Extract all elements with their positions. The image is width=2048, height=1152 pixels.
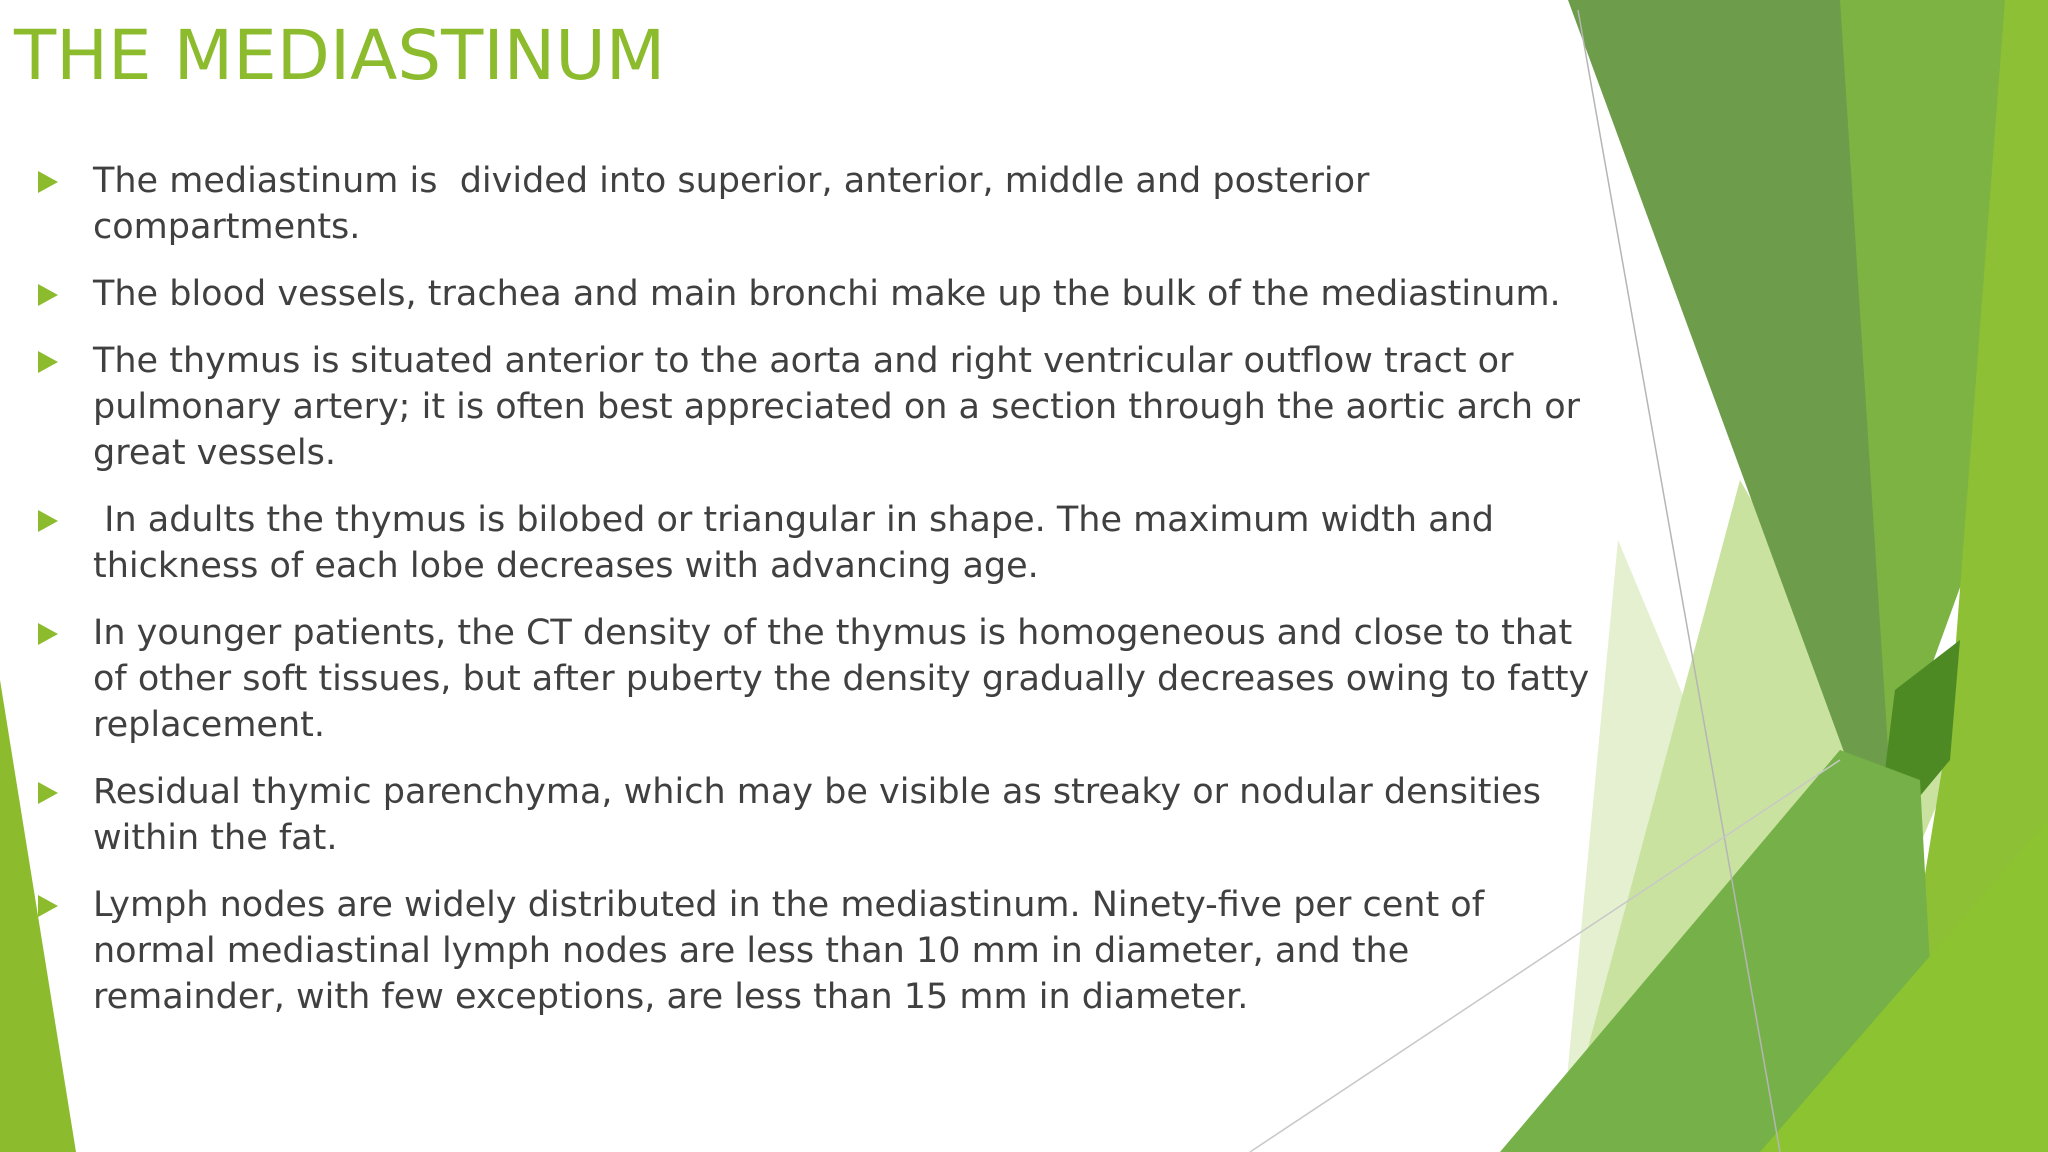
bullet-text: In younger patients, the CT density of the thymus is homogeneous and close to that of other soft tissues, but after puberty the density gradually decreases owing to fatty replacement. xyxy=(93,613,1601,745)
triangle-arrow-icon xyxy=(38,284,58,306)
bullet-text: Residual thymic parenchyma, which may be visible as streaky or nodular densities within the fat. xyxy=(93,772,1553,858)
bullet-item xyxy=(30,769,1610,861)
slide-title: THE MEDIASTINUM xyxy=(14,16,666,96)
bullet-item xyxy=(30,497,1610,589)
bullet-text: The blood vessels, trachea and main bronchi make up the bulk of the mediastinum. xyxy=(93,274,1561,314)
triangle-arrow-icon xyxy=(38,623,58,645)
bullet-text: Lymph nodes are widely distributed in the mediastinum. Ninety-five per cent of normal mediastinal lymph nodes are less than 10 mm in diameter, and the remainder, with few exceptions, are less than 15 mm in diameter. xyxy=(93,885,1496,1017)
triangle-arrow-icon xyxy=(38,782,58,804)
bullet-text: In adults the thymus is bilobed or triangular in shape. The maximum width and thickness of each lobe decreases with advancing age. xyxy=(93,500,1506,586)
bullet-item xyxy=(30,610,1610,748)
bullet-item xyxy=(30,338,1610,476)
bullet-item xyxy=(30,158,1610,250)
triangle-arrow-icon xyxy=(38,351,58,373)
triangle-arrow-icon xyxy=(38,171,58,193)
bullet-text: The thymus is situated anterior to the aorta and right ventricular outflow tract or pulmonary artery; it is often best appreciated on a section through the aortic arch or great vessels. xyxy=(93,341,1592,473)
triangle-arrow-icon xyxy=(38,895,58,917)
bullet-item xyxy=(30,271,1610,317)
bullet-list xyxy=(30,158,1610,1041)
bullet-text: The mediastinum is divided into superior, anterior, middle and posterior compartments. xyxy=(93,161,1381,247)
triangle-arrow-icon xyxy=(38,510,58,532)
bullet-item xyxy=(30,882,1610,1020)
